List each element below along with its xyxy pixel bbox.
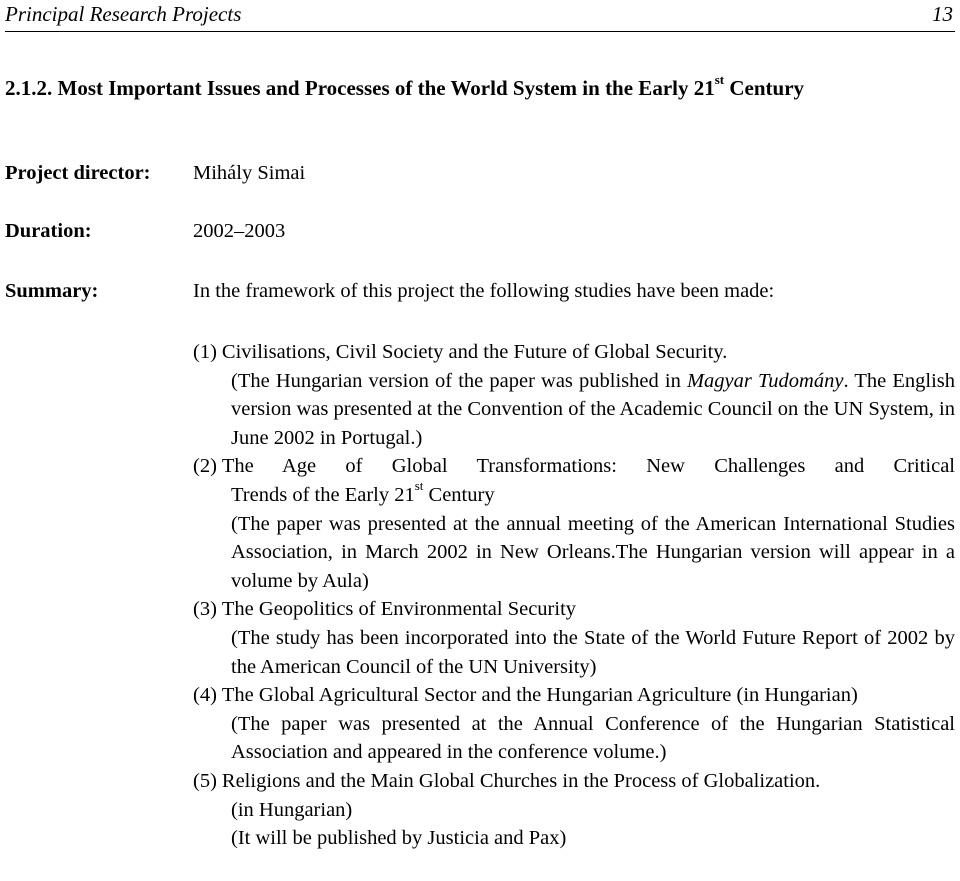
study-note-post: . The English version was presented at the Convention of the Academic Council on the UN System, in June 2002 in Portugal.) [231, 369, 955, 449]
study-note-pre: (The Hungarian version of the paper was published in [231, 369, 687, 392]
study-note: (It will be published by Justicia and Pax) [231, 827, 567, 850]
study-item-4 [193, 681, 955, 767]
study-note: (The paper was presented at the Annual Conference of the Hungarian Statistical Association and appeared in the conference volume.) [231, 712, 955, 764]
study-note: (The paper was presented at the annual meeting of the American International Studies Association, in March 2002 in New Orleans.The Hungarian version will appear in a volume by Aula) [231, 512, 955, 592]
section-title-sup: st [714, 72, 725, 87]
study-number: (5) [193, 769, 217, 792]
director-value: Mihály Simai [193, 162, 306, 184]
director-label: Project director: [5, 162, 151, 184]
section-heading [5, 72, 805, 101]
duration-label: Duration: [5, 220, 92, 242]
study-item-2 [193, 452, 955, 595]
study-number: (1) [193, 341, 217, 363]
study-note: (The study has been incorporated into the State of the World Future Report of 2002 by the American Council of the UN University) [231, 626, 955, 678]
section-title-part1: Most Important Issues and Processes of the World System in the Early 21 [57, 76, 715, 100]
study-note-lang: (in Hungarian) [231, 798, 353, 821]
running-title: Principal Research Projects [5, 2, 242, 26]
study-number: (4) [193, 684, 217, 707]
summary-label: Summary: [5, 280, 99, 302]
section-number: 2.1.2. [5, 76, 53, 100]
study-item-1 [193, 338, 955, 452]
study-title-line2-post: Century [423, 483, 495, 506]
study-title: Religions and the Main Global Churches in the Process of Globalization. [221, 769, 821, 792]
study-note [193, 367, 955, 453]
study-number: (2) [193, 455, 217, 478]
studies-list [193, 338, 955, 853]
page-number: 13 [932, 2, 953, 26]
page-header [5, 0, 955, 32]
study-title-sup: st [414, 478, 424, 494]
study-item-3 [193, 595, 955, 681]
study-number: (3) [193, 598, 217, 621]
study-title: The Geopolitics of Environmental Security [221, 598, 577, 621]
duration-value: 2002–2003 [193, 220, 286, 242]
study-title-line2-pre: Trends of the Early 21 [231, 483, 415, 506]
section-title-part2: Century [724, 76, 805, 100]
study-title: The Global Agricultural Sector and the Hungarian Agriculture (in Hungarian) [221, 684, 858, 707]
study-item-5 [193, 767, 955, 853]
study-title-line1: The Age of Global Transformations: New Challenges and Critical [221, 455, 955, 478]
study-title-line2 [193, 478, 955, 510]
summary-value: In the framework of this project the following studies have been made: [193, 280, 775, 302]
study-title: Civilisations, Civil Society and the Future of Global Security. [221, 341, 728, 363]
journal-name: Magyar Tudomány [686, 369, 844, 392]
